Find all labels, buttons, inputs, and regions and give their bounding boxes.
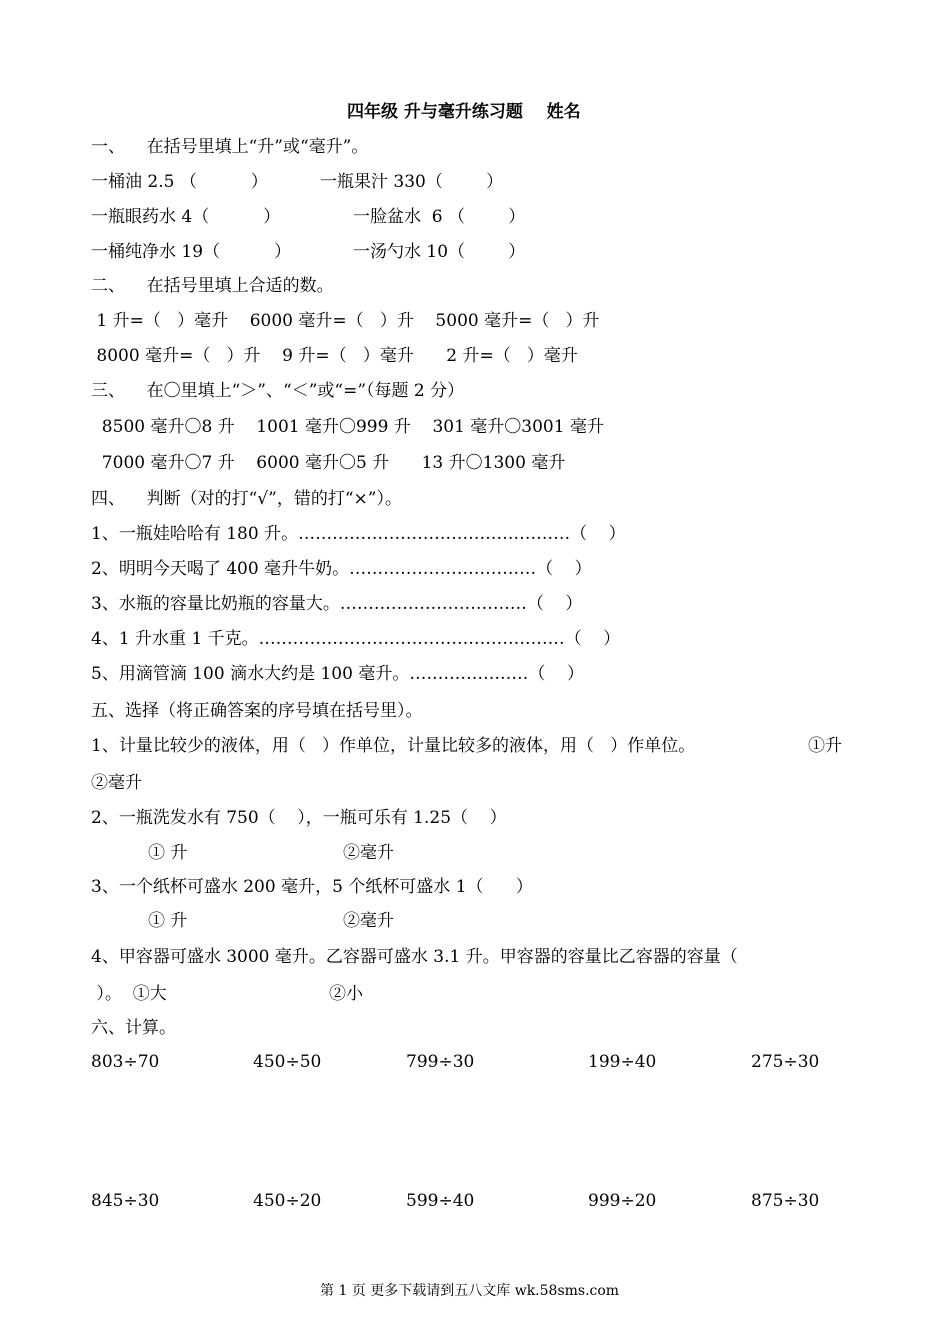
s5-q3: 3、一个纸杯可盛水 200 毫升，5 个纸杯可盛水 1（ ） (91, 877, 533, 897)
calc-item: 275÷30 (751, 1052, 820, 1072)
section-4-heading: 四、 判断（对的打“√”，错的打“×”）。 (91, 489, 402, 509)
s5-q4-opt2: ②小 (329, 984, 363, 1004)
section-2-heading: 二、 在括号里填上合适的数。 (91, 276, 334, 296)
s1-row2-left: 一瓶眼药水 4（ ） (91, 207, 281, 227)
s5-q2: 2、一瓶洗发水有 750（ ），一瓶可乐有 1.25（ ） (91, 808, 507, 828)
s4-item2: 2、明明今天喝了 400 毫升牛奶。……………………………（ ） (91, 559, 592, 579)
s5-q1-opt1: ①升 (808, 736, 842, 756)
s1-row2-right: 一脸盆水 6 （ ） (353, 207, 526, 227)
section-3-heading: 三、 在〇里填上“＞”、“＜”或“=”（每题 2 分） (91, 381, 465, 401)
s4-item1: 1、一瓶娃哈哈有 180 升。…………………………………………（ ） (91, 524, 626, 544)
calc-item: 845÷30 (91, 1191, 160, 1211)
s1-row1-left: 一桶油 2.5 （ ） (91, 172, 268, 192)
s1-row1-right: 一瓶果汁 330（ ） (320, 172, 504, 192)
s2-row1: 1 升=（ ）毫升 6000 毫升=（ ）升 5000 毫升=（ ）升 (91, 311, 600, 331)
section-1-heading: 一、 在括号里填上“升”或“毫升”。 (91, 137, 369, 157)
s5-q1: 1、计量比较少的液体，用（ ）作单位，计量比较多的液体，用（ ）作单位。 (91, 736, 696, 756)
s5-q2-opt2: ②毫升 (343, 843, 394, 863)
calc-item: 450÷20 (253, 1191, 322, 1211)
s1-row3-right: 一汤勺水 10（ ） (353, 242, 526, 262)
s5-q3-opt1: ① 升 (148, 911, 188, 931)
s3-row2: 7000 毫升〇7 升 6000 毫升〇5 升 13 升〇1300 毫升 (91, 453, 566, 473)
s1-row3-left: 一桶纯净水 19（ ） (91, 242, 292, 262)
s2-row2: 8000 毫升=（ ）升 9 升=（ ）毫升 2 升=（ ）毫升 (91, 346, 578, 366)
calc-item: 803÷70 (91, 1052, 160, 1072)
s3-row1: 8500 毫升〇8 升 1001 毫升〇999 升 301 毫升〇3001 毫升 (91, 417, 604, 437)
calc-item: 999÷20 (588, 1191, 657, 1211)
s5-q1-opt2: ②毫升 (91, 773, 142, 793)
s5-q3-opt2: ②毫升 (343, 911, 394, 931)
calc-item: 199÷40 (588, 1052, 657, 1072)
s4-item3: 3、水瓶的容量比奶瓶的容量大。……………………………（ ） (91, 594, 583, 614)
page-title: 四年级 升与毫升练习题 姓名 (347, 102, 581, 122)
s4-item5: 5、用滴管滴 100 滴水大约是 100 毫升。…………………（ ） (91, 664, 584, 684)
s5-q4-opt1: ）。 ①大 (91, 984, 167, 1004)
calc-item: 875÷30 (751, 1191, 820, 1211)
page-footer: 第 1 页 更多下载请到五八文库 wk.58sms.com (320, 1283, 620, 1299)
s5-q2-opt1: ① 升 (148, 843, 188, 863)
calc-item: 799÷30 (406, 1052, 475, 1072)
s5-q4: 4、甲容器可盛水 3000 毫升。乙容器可盛水 3.1 升。甲容器的容量比乙容器的容量（ (91, 947, 738, 967)
calc-item: 450÷50 (253, 1052, 322, 1072)
s4-item4: 4、1 升水重 1 千克。………………………………………………（ ） (91, 629, 621, 649)
section-6-heading: 六、计算。 (91, 1018, 176, 1038)
section-5-heading: 五、选择（将正确答案的序号填在括号里）。 (91, 701, 423, 721)
calc-item: 599÷40 (406, 1191, 475, 1211)
